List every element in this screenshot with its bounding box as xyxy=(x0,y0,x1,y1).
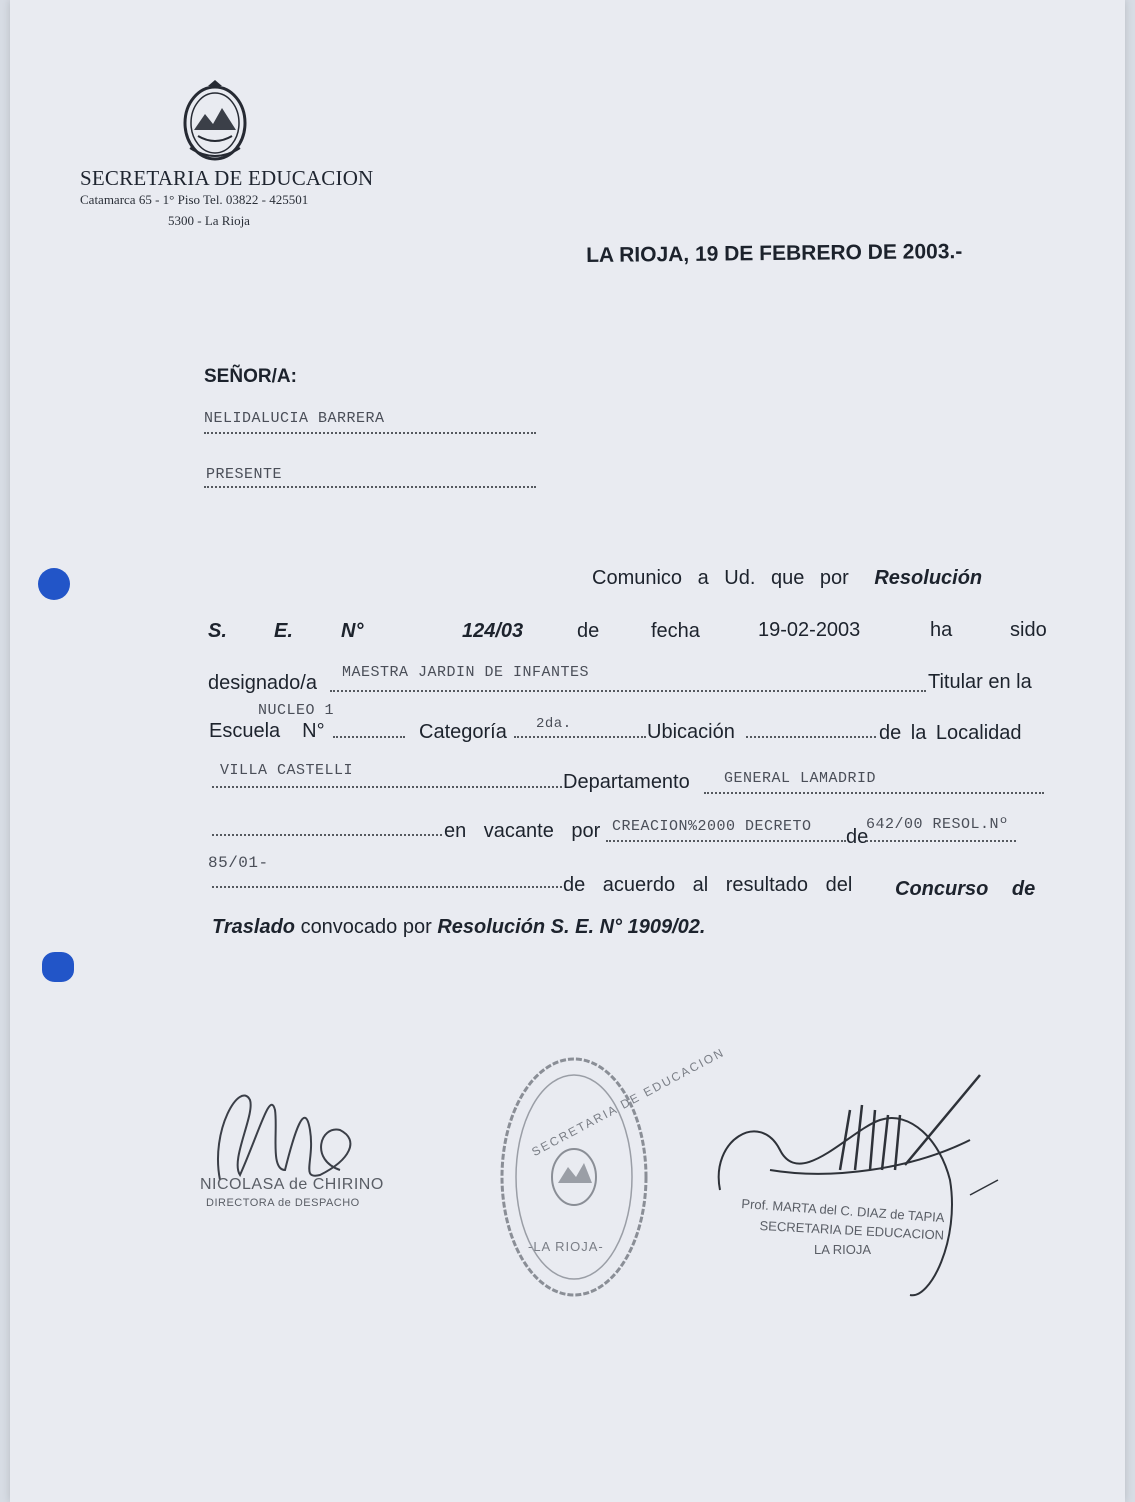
se-e: E. xyxy=(274,620,293,642)
recipient-name-line xyxy=(204,410,536,434)
salutation: SEÑOR/A: xyxy=(204,366,297,387)
signature-right-city: LA RIOJA xyxy=(814,1242,872,1257)
presente-text: PRESENTE xyxy=(206,466,283,483)
fecha-word: fecha xyxy=(651,620,700,642)
resolution-number: 124/03 xyxy=(462,620,524,642)
categoria-value: 2da. xyxy=(536,716,572,732)
signature-right xyxy=(710,1070,1010,1310)
ubicacion-dots xyxy=(746,722,876,738)
signature-right-title: SECRETARIA DE EDUCACION xyxy=(759,1218,945,1243)
localidad-value: VILLA CASTELLI xyxy=(220,762,354,779)
resol-value: 85/01- xyxy=(208,854,269,872)
signature-right-name: Prof. MARTA del C. DIAZ de TAPIA xyxy=(740,1196,946,1226)
final-resolution: Resolución S. E. N° 1909/02. xyxy=(437,916,706,938)
localidad-line xyxy=(212,764,562,788)
presente-line xyxy=(204,464,536,488)
ubicacion-label: Ubicación xyxy=(647,721,735,743)
categoria-label: Categoría xyxy=(419,721,507,743)
signature-left-name: NICOLASA de CHIRINO xyxy=(200,1176,384,1193)
escuela-dots xyxy=(333,722,405,738)
stamp-top-text: SECRETARIA DE EDUCACION xyxy=(529,1045,728,1159)
organization-address: Catamarca 65 - 1° Piso Tel. 03822 - 425501 xyxy=(80,192,309,207)
official-stamp xyxy=(498,1045,728,1300)
punch-hole-top xyxy=(38,568,70,600)
acuerdo-text: de acuerdo al resultado del xyxy=(563,874,853,896)
se-n: N° xyxy=(341,620,364,642)
ha-word: ha xyxy=(930,619,953,641)
concurso-label: Concurso de xyxy=(895,878,1036,900)
departamento-value: GENERAL LAMADRID xyxy=(724,770,877,787)
designado-line xyxy=(330,664,926,692)
designado-label: designado/a xyxy=(208,672,317,694)
de-label: de xyxy=(846,826,869,848)
traslado-label: Traslado xyxy=(212,916,295,938)
comunico-text: Comunico a Ud. que por xyxy=(592,567,849,589)
se-s: S. xyxy=(208,620,227,642)
departamento-label: Departamento xyxy=(563,771,690,793)
signature-left-title: DIRECTORA de DESPACHO xyxy=(206,1197,360,1209)
organization-name: SECRETARIA DE EDUCACION xyxy=(80,166,374,190)
vacante-value: CREACION%2000 DECRETO xyxy=(612,818,812,835)
punch-hole-bottom xyxy=(42,952,74,982)
designado-value: MAESTRA JARDIN DE INFANTES xyxy=(342,664,590,681)
de-word: de xyxy=(577,620,600,642)
resolucion-label: Resolución xyxy=(874,567,983,589)
vacante-line xyxy=(606,818,846,842)
resol-dots xyxy=(212,874,562,888)
localidad-label: de la Localidad xyxy=(879,722,1022,744)
body-line-1 xyxy=(592,567,982,590)
resolution-date: 19-02-2003 xyxy=(758,619,861,641)
recipient-name: NELIDALUCIA BARRERA xyxy=(204,410,385,427)
decreto-value: 642/00 RESOL.Nº xyxy=(866,816,1009,833)
departamento-line xyxy=(704,770,1044,794)
escuela-label: Escuela N° xyxy=(209,720,325,742)
organization-city: 5300 - La Rioja xyxy=(168,213,250,228)
provincial-coat-of-arms xyxy=(180,78,250,164)
titular-label: Titular en la xyxy=(928,671,1032,693)
convocado-text: convocado por xyxy=(300,916,432,938)
decreto-line xyxy=(866,816,1016,842)
categoria-line xyxy=(514,716,646,738)
body-line-8 xyxy=(212,916,705,939)
sido-word: sido xyxy=(1010,619,1047,641)
escuela-value: NUCLEO 1 xyxy=(258,702,335,719)
vacante-prefix-dots xyxy=(212,820,442,836)
stamp-bottom-text: -LA RIOJA- xyxy=(528,1239,604,1254)
date-line: LA RIOJA, 19 DE FEBRERO DE 2003.- xyxy=(586,240,963,267)
vacante-label: en vacante por xyxy=(444,820,601,842)
